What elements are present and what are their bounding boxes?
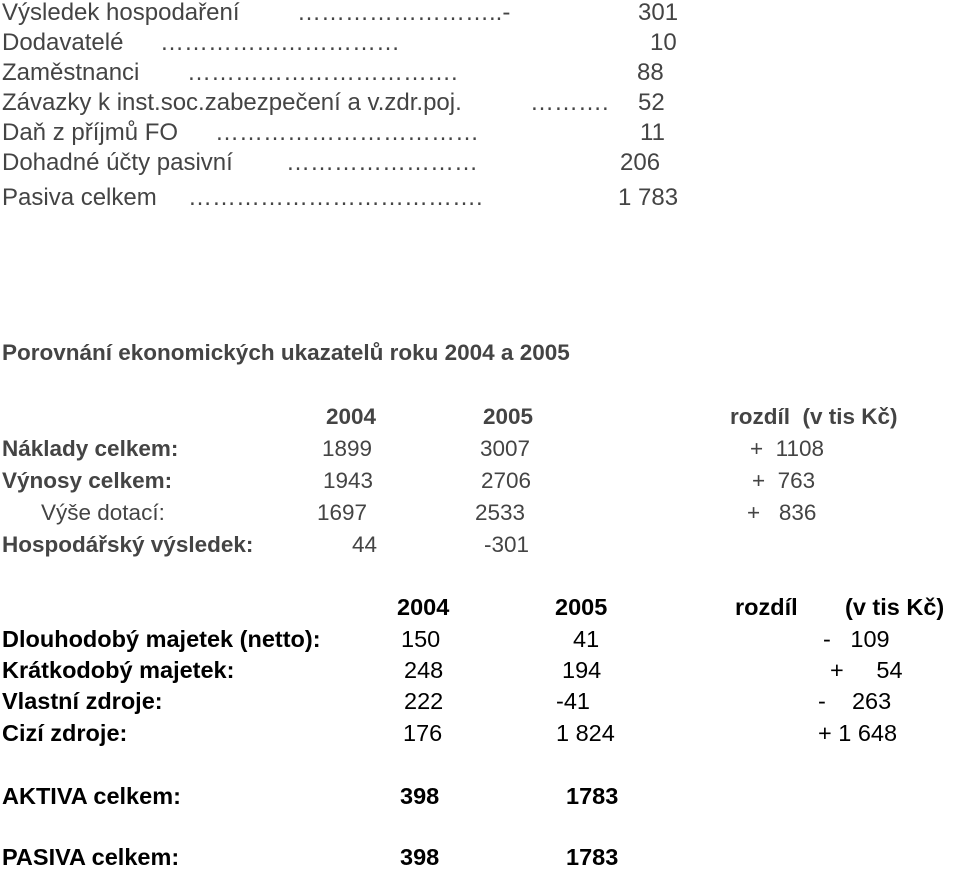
table2-row-diff: - 109 [823,626,890,652]
table2-header-2004: 2004 [397,594,450,620]
balance-value: 11 [640,119,665,146]
table2-row-diff: + 54 [830,657,903,683]
balance-dots: ………. [530,89,609,116]
table2-row-diff: + 1 648 [818,720,898,746]
table1-row-label: Náklady celkem: [2,436,179,461]
table1-row-diff: + 1108 [750,436,825,461]
balance-value: 52 [638,89,665,116]
balance-label: Pasiva celkem [2,184,157,211]
table2-row-2004: 222 [404,688,444,714]
table2-row-label: Cizí zdroje: [2,720,128,746]
balance-value: 206 [620,149,661,176]
table2-row-label: Dlouhodobý majetek (netto): [2,626,321,652]
balance-dots: ……………………………. [187,59,458,86]
table1-header-2005: 2005 [483,404,534,429]
balance-value: 10 [650,29,677,56]
table2-row-label: Krátkodobý majetek: [2,657,235,683]
balance-label: Závazky k inst.soc.zabezpečení a v.zdr.poj. [2,89,462,116]
total-2004: 398 [400,783,440,809]
table2-header-2005: 2005 [555,594,608,620]
table2-row-2005: 41 [573,626,600,652]
table1-row-2005: 3007 [480,436,531,461]
balance-dots: …………………… [286,149,478,176]
table2-row-2005: 194 [562,657,602,683]
total-2004: 398 [400,844,440,870]
table1-row-2004: 1943 [323,468,374,493]
balance-dots: …………………………… [215,119,479,146]
table1-header-2004: 2004 [326,404,377,429]
table2-row-2005: 1 824 [556,720,615,746]
table2-row-diff: - 263 [818,688,892,714]
table1-row-label: Hospodářský výsledek: [2,532,254,557]
balance-label: Daň z příjmů FO [2,119,179,146]
balance-value: 301 [638,0,679,26]
table1-row-label: Výnosy celkem: [2,468,173,493]
balance-dots: ……………………..- [297,0,511,26]
comparison-title: Porovnání ekonomických ukazatelů roku 2004 a 2005 [2,340,570,365]
table2-header-unit: (v tis Kč) [845,594,945,620]
balance-value: 1 783 [618,184,679,211]
table2-row-label: Vlastní zdroje: [2,688,163,714]
balance-value: 88 [637,59,664,86]
table1-row-2005: 2706 [481,468,532,493]
table1-row-2004: 44 [352,532,378,557]
table1-row-2004: 1899 [322,436,373,461]
balance-label: Výsledek hospodaření [2,0,240,26]
table1-row-2005: 2533 [475,500,526,525]
table1-row-diff: + 836 [747,500,817,525]
table1-row-2005: -301 [484,532,530,557]
total-label: PASIVA celkem: [2,844,180,870]
table2-row-2004: 176 [403,720,443,746]
total-2005: 1783 [566,783,619,809]
table2-header-diff: rozdíl [735,594,798,620]
table1-row-diff: + 763 [752,468,816,493]
total-label: AKTIVA celkem: [2,783,181,809]
balance-dots: ………………………… [160,29,400,56]
table2-row-2004: 248 [404,657,444,683]
table2-row-2004: 150 [401,626,441,652]
balance-label: Dohadné účty pasivní [2,149,233,176]
table1-header-diff: rozdíl (v tis Kč) [730,404,898,429]
balance-label: Dodavatelé [2,29,124,56]
table1-row-2004: 1697 [317,500,368,525]
total-2005: 1783 [566,844,619,870]
table1-row-label: Výše dotací: [41,500,165,525]
balance-dots: ………………………………. [188,184,483,211]
table2-row-2005: -41 [556,688,590,714]
balance-label: Zaměstnanci [2,59,140,86]
